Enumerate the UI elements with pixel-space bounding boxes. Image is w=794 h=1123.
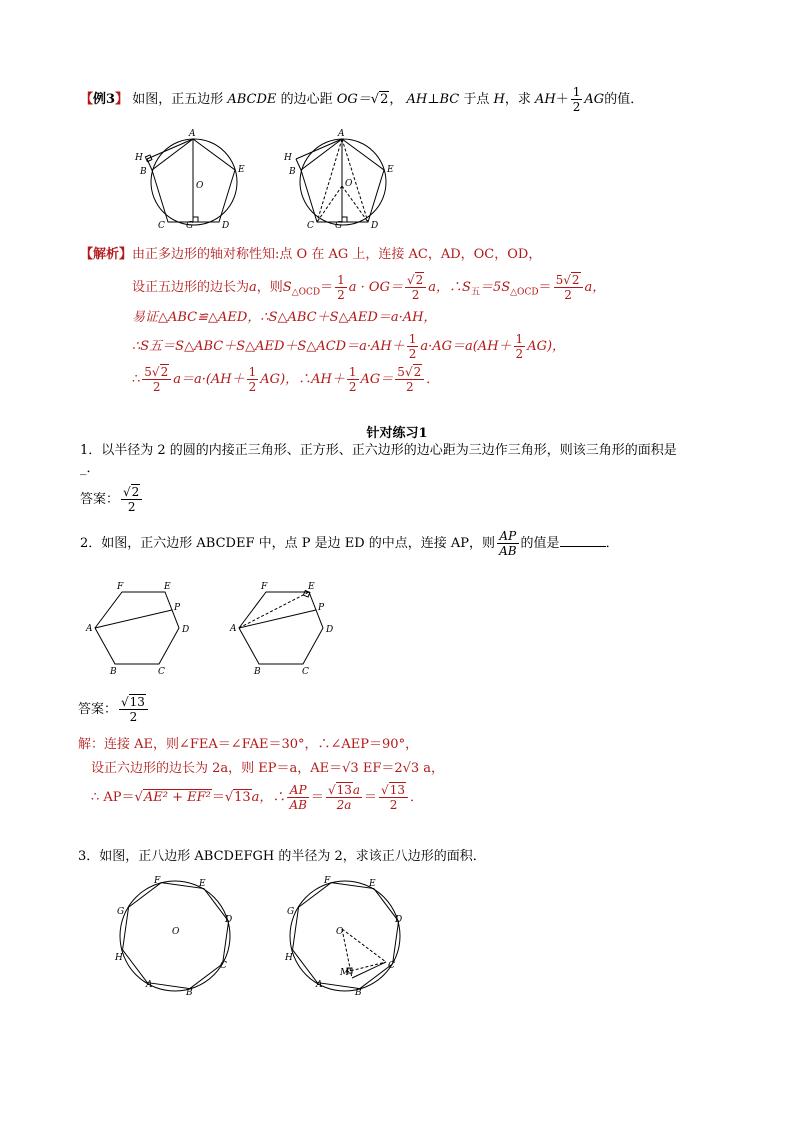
eq: ＝ [364,790,378,805]
q-ag: AG [584,92,605,107]
label-a: A [146,980,153,990]
fraction [247,366,259,393]
extension-bh [296,159,301,170]
denominator: 2 [389,798,398,812]
label-m: M [340,968,350,978]
perp-symbol: ⊥ [427,92,440,107]
numerator: 5√2 [142,366,171,380]
problem-1 [80,442,730,513]
label-g: G [117,907,125,917]
label-o: O [172,927,180,937]
q-text: 的值． [604,92,644,107]
problem-2-text: 2．如图，正六边形 ABCDEF 中，点 P 是边 ED 的中点，连接 AP，则 [80,536,496,551]
text: AG＝ [360,372,394,387]
q-text: 的边心距 [280,92,333,107]
label-c: C [302,667,309,676]
denominator: 2 [248,380,257,394]
fraction [335,274,347,301]
numerator: 5√2 [395,366,424,380]
text: a，∴ [251,790,286,805]
right-angle-g [193,217,198,222]
numerator: 1 [248,365,257,379]
denominator: 2 [152,380,161,394]
period: ． [605,536,619,551]
label-g: G [186,221,194,228]
section-title: 针对练习1 [366,426,428,441]
denominator: 2 [348,380,357,394]
radicand: 2 [131,485,140,499]
label-e: E [238,165,245,175]
label-d: D [225,915,233,925]
segment-bc [352,962,386,978]
label-b: B [110,667,117,676]
text: ＝5S [479,280,511,295]
label-a: A [316,980,323,990]
label-b: B [289,167,296,177]
text: ． [426,372,440,387]
fraction [142,366,171,393]
radicand: 2 [413,365,422,379]
radicand: 2 [160,365,169,379]
dashed-oc [317,186,342,222]
fraction [554,274,583,301]
text: ． [409,790,423,805]
text: 设正五边形的边长为 [132,280,250,295]
plus: ＋ [555,92,569,107]
solution-line-3 [78,784,728,811]
numerator: 5√2 [554,274,583,288]
label-b: B [140,167,147,177]
label-e: E [164,582,171,592]
q-text: 如图，正五边形 [132,92,224,107]
hexagon [239,592,323,664]
hexagon-figure-1 [82,578,197,676]
label-h: H [135,153,143,163]
label-d: D [371,221,379,228]
example-3-question [80,86,720,113]
text: a， [584,280,606,295]
hexagon [95,592,179,664]
coef: 5 [144,365,152,379]
denominator: AB [289,798,307,812]
fraction [121,486,142,513]
label-o: O [196,181,204,191]
label-e: E [199,879,206,889]
dashed-ae [239,592,309,628]
fraction [379,784,408,811]
radicand: AE² + EF² [143,790,211,805]
label-a: A [230,624,237,634]
text: a＝a·(AH＋ [173,372,245,387]
problem-3: 3．如图，正八边形 ABCDEFGH 的半径为 2，求该正八边形的面积． [78,849,486,864]
fraction [497,530,518,557]
text: 易证△ABC≌△AED，∴S△ABC＋S△AED＝a·AH， [132,310,437,325]
denominator: 2 [564,288,572,302]
radicand: 13 [336,783,352,797]
numerator: 1 [348,365,357,379]
solution-line-2: 设正六边形的边长为 2a，则 EP＝a，AE＝√3 EF＝2√3 a， [91,761,445,776]
label-d: D [395,915,403,925]
label-o: O [336,927,344,937]
fraction [407,333,419,360]
answer-label: 答案： [80,492,120,507]
label-c: C [220,961,227,971]
dashed-oc [342,929,386,962]
label-b: B [254,667,261,676]
problem-1-text-cont: _． [80,461,100,476]
hexagon-figure-2 [226,578,341,676]
text: a · OG＝ [348,280,403,295]
q-ah: AH [535,92,556,107]
numerator: 1 [572,85,581,99]
q-og: OG＝ [336,92,371,107]
sqrt-expression: √2 [370,92,389,107]
text: ∴ AP＝ [91,790,135,805]
solution-line-4 [80,333,740,360]
coef: 5 [397,365,405,379]
text: ∴S五＝S△ABC＋S△AED＋S△ACD＝a·AH＋ [132,339,405,354]
solution-line-5 [80,366,740,393]
pentagon-figure-2 [277,126,407,228]
problem-1-text: 1．以半径为 2 的圆的内接正三角形、正方形、正六边形的边心距为三边作三角形，则该三角形的面积是 [80,443,677,458]
fraction [326,784,362,811]
sqrt-radicand: 2 [380,92,389,107]
numerator: √13 [119,696,148,710]
radicand: 13 [129,695,145,709]
q-h: H [493,92,505,107]
s: S [282,280,292,295]
eq: ＝ [310,790,324,805]
solution-line-1: 解：连接 AE，则∠FEA＝∠FAE＝30°，∴∠AEP＝90°， [78,737,419,752]
problem-1-answer [80,486,730,513]
label-d: D [182,625,190,635]
q-text: ， [389,92,403,107]
radicand: 13 [389,783,405,797]
label-p: P [318,603,325,613]
example-label: 例3 [93,92,116,107]
denominator: 2 [411,288,420,302]
q-ah: AH [406,92,428,107]
problem-2 [80,530,730,557]
label-d: D [326,625,334,635]
solution-text: 由正多边形的轴对称性知:点 O 在 AG 上，连接 AC，AD，OC，OD， [132,247,542,262]
fraction [395,366,424,393]
radicand: 13 [234,790,251,805]
subscript: 五 [470,287,480,298]
label-a: A [338,129,345,139]
numerator: AP [287,784,308,798]
numerator: √13 [379,784,408,798]
denominator: 2 [127,500,136,514]
label-e: E [308,582,315,592]
var: a [352,783,361,797]
text: a·AG＝a(AH＋ [420,339,512,354]
text: a，∴S [428,280,471,295]
numerator: √2 [121,486,142,500]
label-h: H [115,953,123,963]
label-g: G [335,221,343,228]
label-p: P [174,603,181,613]
label-c: C [158,667,165,676]
q-text: 于点 [463,92,490,107]
right-angle-g [342,217,347,222]
label-o: O [345,179,353,189]
bracket-close: 】 [115,92,129,107]
eq: ＝ [320,280,334,295]
text: ，则 [256,280,283,295]
label-c: C [307,221,314,228]
label-f: F [154,876,161,886]
therefore: ∴ [132,372,141,387]
text: AG)，∴AH＋ [260,372,345,387]
problem-2-answer [78,696,150,723]
label-g: G [287,907,295,917]
denominator: 2 [515,347,524,361]
octagon-figure-1 [112,874,242,996]
numerator: 1 [337,273,345,287]
label-a: A [86,624,93,634]
label-b: B [355,988,362,996]
answer-blank[interactable] [560,535,606,547]
numerator: 1 [515,332,524,346]
dashed-ac [317,139,342,222]
q-text: ，求 [504,92,531,107]
label-f: F [117,582,124,592]
fraction [119,696,148,723]
numerator: √13a [327,783,361,797]
denominator: 2 [337,288,345,302]
eq: ＝ [538,280,552,295]
radicand: 2 [415,273,424,287]
label-e: E [369,879,376,889]
denominator: 2 [129,710,138,724]
text: AG)， [527,339,566,354]
subscript: △OCD [291,287,321,298]
label-h: H [285,953,293,963]
numerator: AP [497,530,518,544]
solution-3 [80,246,740,393]
label-f: F [261,582,268,592]
octagon-figure-2 [282,874,412,996]
fraction [514,333,526,360]
var-a: a [249,280,257,295]
label-a: A [189,129,196,139]
subscript: △OCD [510,287,539,298]
fraction [287,784,308,811]
numerator: 1 [408,332,417,346]
label-b: B [186,988,193,996]
solution-line-1 [80,246,740,264]
label-c: C [158,221,165,228]
solution-line-2 [80,274,740,301]
denominator: AB [499,544,517,558]
numerator: √2 [405,274,426,288]
sqrt-expression: √AE² + EF² [134,790,211,805]
label-e: E [387,165,394,175]
denominator: 2a [336,798,352,812]
problem-2-text: 的值是 [520,536,560,551]
denominator: 2 [405,380,414,394]
label-h: H [284,153,292,163]
fraction [405,274,426,301]
bracket-open: 【 [80,92,94,107]
denominator: 2 [572,100,581,114]
solution-line-3 [80,309,740,327]
q-shape: ABCDE [227,92,277,107]
label-f: F [324,876,331,886]
label-d: D [222,221,230,228]
eq: ＝ [211,790,225,805]
answer-label: 答案： [78,702,118,717]
q-bc: BC [439,92,460,107]
coef: 5 [555,273,564,287]
fraction [347,366,359,393]
solution-label: 【解析】 [80,247,133,262]
sqrt-expression: √13 [224,790,251,805]
fraction [571,86,583,113]
radicand: 2 [571,273,580,287]
pentagon-figure-1 [128,126,258,228]
label-c: C [388,961,395,971]
problem-2-solution [78,736,728,811]
denominator: 2 [408,347,417,361]
